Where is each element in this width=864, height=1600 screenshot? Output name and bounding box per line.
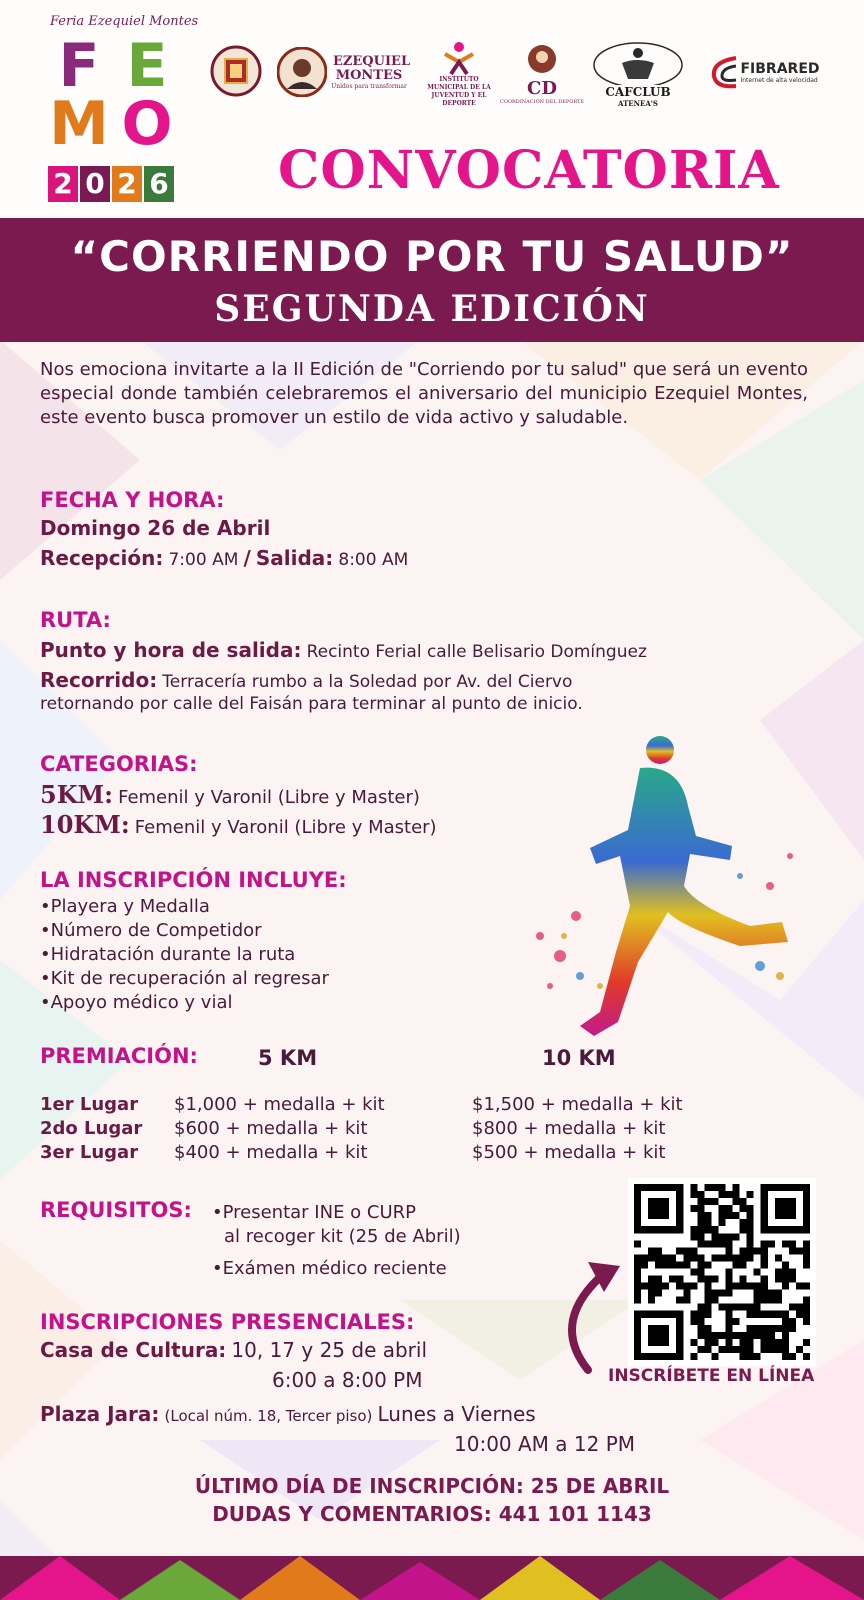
presenciales-heading: INSCRIPCIONES PRESENCIALES: (40, 1310, 415, 1334)
femo-year (48, 166, 174, 202)
plaza-jara-detail: (Local núm. 18, Tercer piso) (164, 1407, 373, 1425)
ruta-route (40, 668, 572, 692)
femo-letter-m: M (49, 89, 109, 159)
cafclub-logo (590, 38, 686, 110)
figure-icon (439, 40, 479, 76)
ruta-start-value: Recinto Ferial calle Belisario Domínguez (306, 642, 647, 662)
fibrared-tagline: Internet de alta velocidad (740, 76, 818, 84)
femo-letters (48, 31, 178, 159)
departure-label: Salida: (255, 546, 334, 570)
femo-tagline: Feria Ezequiel Montes (50, 14, 199, 29)
femo-letter-f: F (58, 31, 100, 101)
categoria-km: 5KM: (40, 780, 113, 809)
prize-place: 2do Lugar (40, 1118, 143, 1139)
seal-icon (210, 41, 262, 103)
cafclub-name: CAFCLUB (605, 84, 671, 99)
categorias-heading: CATEGORIAS: (40, 752, 198, 776)
bottom-triangle-band (0, 1556, 864, 1600)
prize-place: 1er Lugar (40, 1094, 139, 1115)
coordinacion-deporte-logo (500, 38, 584, 110)
intro-paragraph: Nos emociona invitarte a la II Edición de "Corriendo por tu salud" que será un evento especial donde también celebraremos el aniversario del municipio Ezequiel Montes, este evento busca promover un estilo de vida activo y saludable. (40, 359, 808, 428)
requisito-item: •Presentar INE o CURP (212, 1202, 417, 1223)
qr-code-icon (634, 1184, 810, 1360)
casa-cultura-hours: 6:00 a 8:00 PM (272, 1368, 423, 1392)
prize-5km: $1,000 + medalla + kit (174, 1094, 385, 1115)
femo-letter-e: E (126, 31, 168, 101)
prize-place: 3er Lugar (40, 1142, 139, 1163)
ruta-start (40, 638, 647, 662)
casa-cultura-label: Casa de Cultura: (40, 1338, 227, 1362)
contact-notice: DUDAS Y COMENTARIOS: 441 101 1143 (212, 1502, 652, 1526)
femo-year-digit: 2 (48, 166, 78, 202)
ruta-route-line1: Terracería rumbo a la Soledad por Av. del Ciervo (162, 672, 573, 692)
reception-label: Recepción: (40, 546, 164, 570)
ruta-heading: RUTA: (40, 608, 111, 632)
casa-cultura-dates: 10, 17 y 25 de abril (231, 1338, 428, 1362)
fibrared-name: FIBRARED (740, 60, 820, 77)
ezequiel-montes-tagline: Unidos para transformar (331, 82, 407, 90)
ezequiel-montes-logo (276, 38, 411, 106)
categoria-desc: Femenil y Varonil (Libre y Master) (134, 817, 437, 838)
prize-5km: $600 + medalla + kit (174, 1118, 368, 1139)
departure-time: 8:00 AM (338, 550, 409, 570)
last-day-notice: ÚLTIMO DÍA DE INSCRIPCIÓN: 25 DE ABRIL (194, 1474, 670, 1498)
requisito-item: •Exámen médico reciente (212, 1258, 447, 1279)
categoria-10km (40, 810, 437, 839)
municipal-seal-logo (210, 38, 262, 106)
fiber-swoosh-icon (708, 52, 740, 92)
plaza-jara-label: Plaza Jara: (40, 1402, 160, 1426)
fecha-times (40, 546, 408, 570)
cd-portrait-icon (521, 43, 563, 79)
juventud-deporte-text: INSTITUTO MUNICIPAL DE LA JUVENTUD Y EL DEPORTE (427, 76, 491, 107)
prize-10km: $1,500 + medalla + kit (472, 1094, 683, 1115)
inscripcion-item: •Apoyo médico y vial (40, 992, 233, 1013)
event-edition: SEGUNDA EDICIÓN (214, 288, 650, 330)
cd-caption: COORDINACIÓN DEL DEPORTE (500, 99, 584, 105)
prize-10km: $500 + medalla + kit (472, 1142, 666, 1163)
prize-5km: $400 + medalla + kit (174, 1142, 368, 1163)
header (0, 0, 864, 220)
requisitos-heading: REQUISITOS: (40, 1198, 192, 1222)
inscripcion-item: •Número de Competidor (40, 920, 262, 941)
inscripcion-heading: LA INSCRIPCIÓN INCLUYE: (40, 868, 347, 892)
ruta-route-label: Recorrido: (40, 668, 158, 692)
premiacion-heading: PREMIACIÓN: (40, 1044, 198, 1068)
premiacion-col-5km: 5 KM (258, 1046, 318, 1070)
fecha-heading: FECHA Y HORA: (40, 488, 225, 512)
inscripcion-item: •Kit de recuperación al regresar (40, 968, 329, 989)
femo-year-digit: 2 (112, 166, 142, 202)
inscripcion-item: •Hidratación durante la ruta (40, 944, 296, 965)
femo-letter-o: O (121, 89, 173, 159)
athlete-icon (592, 41, 684, 85)
convocatoria-title: CONVOCATORIA (278, 140, 780, 201)
portrait-icon (277, 47, 327, 97)
premiacion-col-10km: 10 KM (542, 1046, 616, 1070)
cafclub-sub: ATENEA'S (618, 98, 658, 108)
plaza-jara-line (40, 1402, 536, 1426)
requisito-item-cont: al recoger kit (25 de Abril) (224, 1226, 461, 1247)
ruta-route-line2: retornando por calle del Faisán para terminar al punto de inicio. (40, 694, 583, 714)
categoria-5km (40, 780, 420, 809)
title-banner (0, 218, 864, 342)
event-title: “CORRIENDO POR TU SALUD” (70, 232, 794, 281)
runner-silhouette-image (520, 736, 810, 1056)
time-separator: / (243, 546, 251, 570)
casa-cultura-line (40, 1338, 427, 1362)
categoria-km: 10KM: (40, 810, 130, 839)
ezequiel-montes-name: EZEQUIEL MONTES (333, 53, 411, 83)
inscripcion-item: •Playera y Medalla (40, 896, 210, 917)
reception-time: 7:00 AM (168, 550, 239, 570)
plaza-jara-hours: 10:00 AM a 12 PM (454, 1432, 636, 1456)
plaza-jara-days: Lunes a Viernes (377, 1402, 536, 1426)
cd-text: CD (527, 78, 557, 99)
ruta-start-label: Punto y hora de salida: (40, 638, 302, 662)
fibrared-logo (708, 38, 820, 106)
fecha-date: Domingo 26 de Abril (40, 516, 271, 540)
categoria-desc: Femenil y Varonil (Libre y Master) (118, 787, 420, 808)
inscribete-en-linea-label: INSCRÍBETE EN LÍNEA (608, 1366, 815, 1386)
femo-year-digit: 6 (144, 166, 174, 202)
sponsor-logos (210, 38, 830, 118)
femo-logo (38, 14, 199, 214)
qr-code[interactable] (628, 1178, 816, 1366)
femo-year-digit: 0 (80, 166, 110, 202)
juventud-deporte-logo (422, 38, 496, 110)
prize-10km: $800 + medalla + kit (472, 1118, 666, 1139)
